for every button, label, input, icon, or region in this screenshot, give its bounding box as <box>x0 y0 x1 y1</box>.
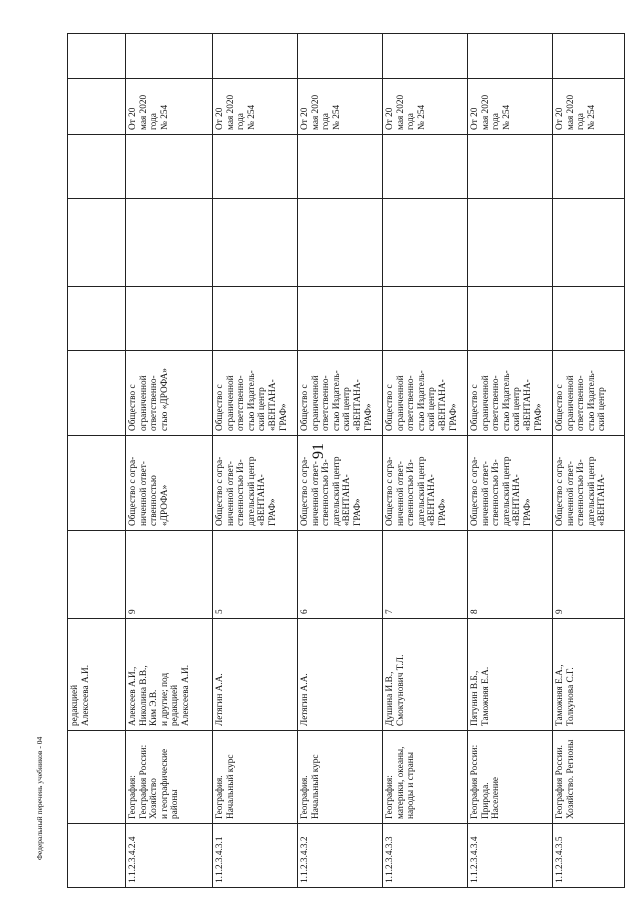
cell-publisher-legal: Общество с ограниченной ответственно- стью Издатель- ский центр <box>553 351 624 436</box>
cell-title: География. Начальный курс <box>298 731 382 824</box>
footer-text: Федеральный перечень учебников - 04 <box>35 736 44 860</box>
cell-empty <box>298 199 382 287</box>
cell-empty <box>68 135 125 199</box>
cell-authors: Таможняя Е.А., Толкунова С.Г. <box>553 619 624 731</box>
cell-code: 1.1.2.3.4.3.5 <box>553 824 624 888</box>
cell-empty <box>383 199 467 287</box>
cell-publisher-legal: Общество с ограниченной ответственно- стью Издатель- ский центр «ВЕНТАНА- ГРАФ» <box>468 351 552 436</box>
cell-title: География России. Хозяйство. Регионы <box>553 731 624 824</box>
cell-empty <box>553 33 624 79</box>
cell-order-date: От 20 мая 2020 года № 254 <box>213 79 297 135</box>
cell-publisher-full: Общество с огра- ниченной ответ- ственностью Из- дательский центр «ВЕНТАНА- ГРАФ» <box>298 436 382 531</box>
cell-order-date: От 20 мая 2020 года № 254 <box>553 79 624 135</box>
cell-empty <box>298 33 382 79</box>
cell-empty <box>298 287 382 351</box>
cell-empty <box>126 33 212 79</box>
cell-publisher-full <box>68 436 125 531</box>
cell-title: География: География России: Хозяйство и географические районы <box>126 731 212 824</box>
table-row <box>212 33 297 888</box>
cell-empty <box>68 33 125 79</box>
cell-empty <box>553 199 624 287</box>
cell-publisher-legal: Общество с ограниченной ответственно- стью Издатель- ский центр «ВЕНТАНА- ГРАФ» <box>213 351 297 436</box>
cell-empty <box>468 33 552 79</box>
cell-empty <box>553 287 624 351</box>
cell-order-date: От 20 мая 2020 года № 254 <box>298 79 382 135</box>
cell-empty <box>298 135 382 199</box>
cell-publisher-legal: Общество с ограниченной ответственно- стью Издатель- ский центр «ВЕНТАНА- ГРАФ» <box>383 351 467 436</box>
cell-grade: 8 <box>468 531 552 619</box>
cell-authors: редакцией Алексеева А.И. <box>68 619 125 731</box>
cell-empty <box>213 199 297 287</box>
cell-empty <box>383 33 467 79</box>
table-row <box>125 33 212 888</box>
cell-publisher-legal <box>68 351 125 436</box>
cell-authors: Летягин А.А. <box>298 619 382 731</box>
cell-empty <box>468 135 552 199</box>
cell-publisher-full: Общество с огра- ниченной ответ- ственностью Из- дательский центр «ВЕНТАНА- ГРАФ» <box>213 436 297 531</box>
cell-empty <box>213 33 297 79</box>
cell-empty <box>383 135 467 199</box>
cell-code: 1.1.2.3.4.2.4 <box>126 824 212 888</box>
cell-code: 1.1.2.3.4.3.1 <box>213 824 297 888</box>
cell-title <box>68 731 125 824</box>
cell-empty <box>553 135 624 199</box>
cell-authors: Пятунин В.Б., Таможняя Е.А. <box>468 619 552 731</box>
cell-empty <box>68 199 125 287</box>
cell-grade: 9 <box>553 531 624 619</box>
cell-empty <box>383 287 467 351</box>
cell-publisher-full: Общество с огра- ниченной ответ- ственностью Из- дательский центр «ВЕНТАНА- ГРАФ» <box>468 436 552 531</box>
cell-empty <box>468 287 552 351</box>
cell-order-date: От 20 мая 2020 года № 254 <box>383 79 467 135</box>
table-row-continuation <box>67 33 125 888</box>
textbook-list-table <box>67 33 625 888</box>
table-row <box>467 33 552 888</box>
cell-empty <box>213 135 297 199</box>
page-number: 91 <box>310 443 327 459</box>
cell-order-date: От 20 мая 2020 года № 254 <box>126 79 212 135</box>
cell-publisher-legal: Общество с ограниченной ответственно- стью «ДРОФА» <box>126 351 212 436</box>
cell-empty <box>126 199 212 287</box>
cell-grade: 9 <box>126 531 212 619</box>
cell-empty <box>213 287 297 351</box>
cell-order-date <box>68 79 125 135</box>
cell-code <box>68 824 125 888</box>
cell-publisher-full: Общество с огра- ниченной ответ- ственностью «ДРОФА» <box>126 436 212 531</box>
cell-publisher-legal: Общество с ограниченной ответственно- стью Издатель- ский центр «ВЕНТАНА- ГРАФ» <box>298 351 382 436</box>
cell-authors: Душина И.В., Смоктунович Т.Л. <box>383 619 467 731</box>
cell-code: 1.1.2.3.4.3.3 <box>383 824 467 888</box>
cell-title: География. Начальный курс <box>213 731 297 824</box>
cell-title: География России: Природа. Население <box>468 731 552 824</box>
table-row <box>382 33 467 888</box>
cell-empty <box>468 199 552 287</box>
cell-code: 1.1.2.3.4.3.4 <box>468 824 552 888</box>
cell-authors: Летягин А.А. <box>213 619 297 731</box>
cell-grade: 5 <box>213 531 297 619</box>
cell-empty <box>126 287 212 351</box>
cell-publisher-full: Общество с огра- ниченной ответ- ственностью Из- дательский центр «ВЕНТАНА- ГРАФ» <box>383 436 467 531</box>
cell-empty <box>68 287 125 351</box>
table-row <box>552 33 625 888</box>
cell-grade <box>68 531 125 619</box>
cell-authors: Алексеев А.И., Николина В.В., Ким Э.В. и другие; под редакцией Алексеева А.И. <box>126 619 212 731</box>
cell-order-date: От 20 мая 2020 года № 254 <box>468 79 552 135</box>
cell-grade: 6 <box>298 531 382 619</box>
table-row <box>297 33 382 888</box>
cell-empty <box>126 135 212 199</box>
cell-code: 1.1.2.3.4.3.2 <box>298 824 382 888</box>
cell-publisher-full: Общество с огра- ниченной ответ- ственностью Из- дательский центр «ВЕНТАНА- <box>553 436 624 531</box>
cell-title: География: материки, океаны, народы и страны <box>383 731 467 824</box>
cell-grade: 7 <box>383 531 467 619</box>
